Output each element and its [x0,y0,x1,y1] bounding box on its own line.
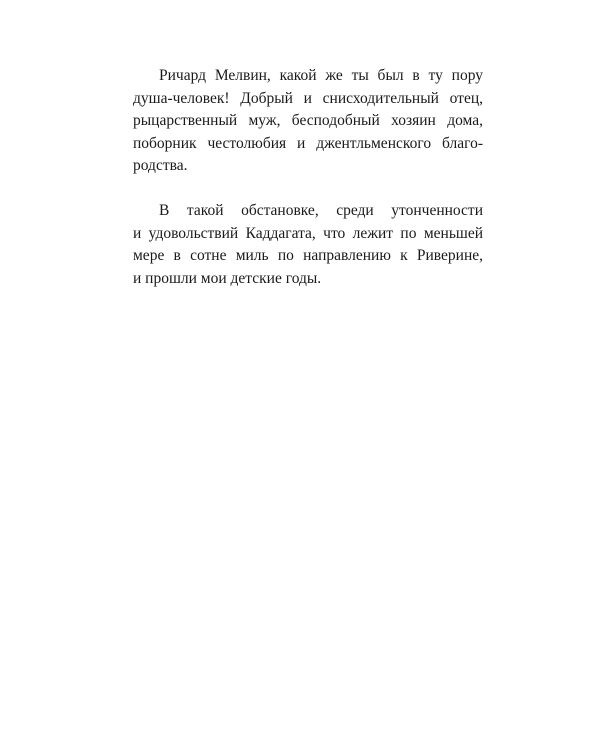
text-line: душа-человек! Добрый и снисходительный отец, [133,89,483,107]
text-line: Ричард Мелвин, какой же ты был в ту пору [159,67,483,84]
text-line: и прошли мои детские годы. [133,269,322,287]
text-line: мере в сотне миль по направлению к Риверине, [133,247,483,264]
text-line: и удовольствий Каддагата, что лежит по меньшей [133,224,483,242]
text-line: В такой обстановке, среди утонченности [159,202,483,219]
text-line: родства. [133,157,188,174]
paragraph-2 [133,200,483,290]
text-line: поборник честолюбия и джентльменского благо- [133,134,483,152]
body-text [133,65,483,290]
paragraph-1 [133,65,483,178]
text-line: рыцарственный муж, бесподобный хозяин дома, [133,112,483,129]
